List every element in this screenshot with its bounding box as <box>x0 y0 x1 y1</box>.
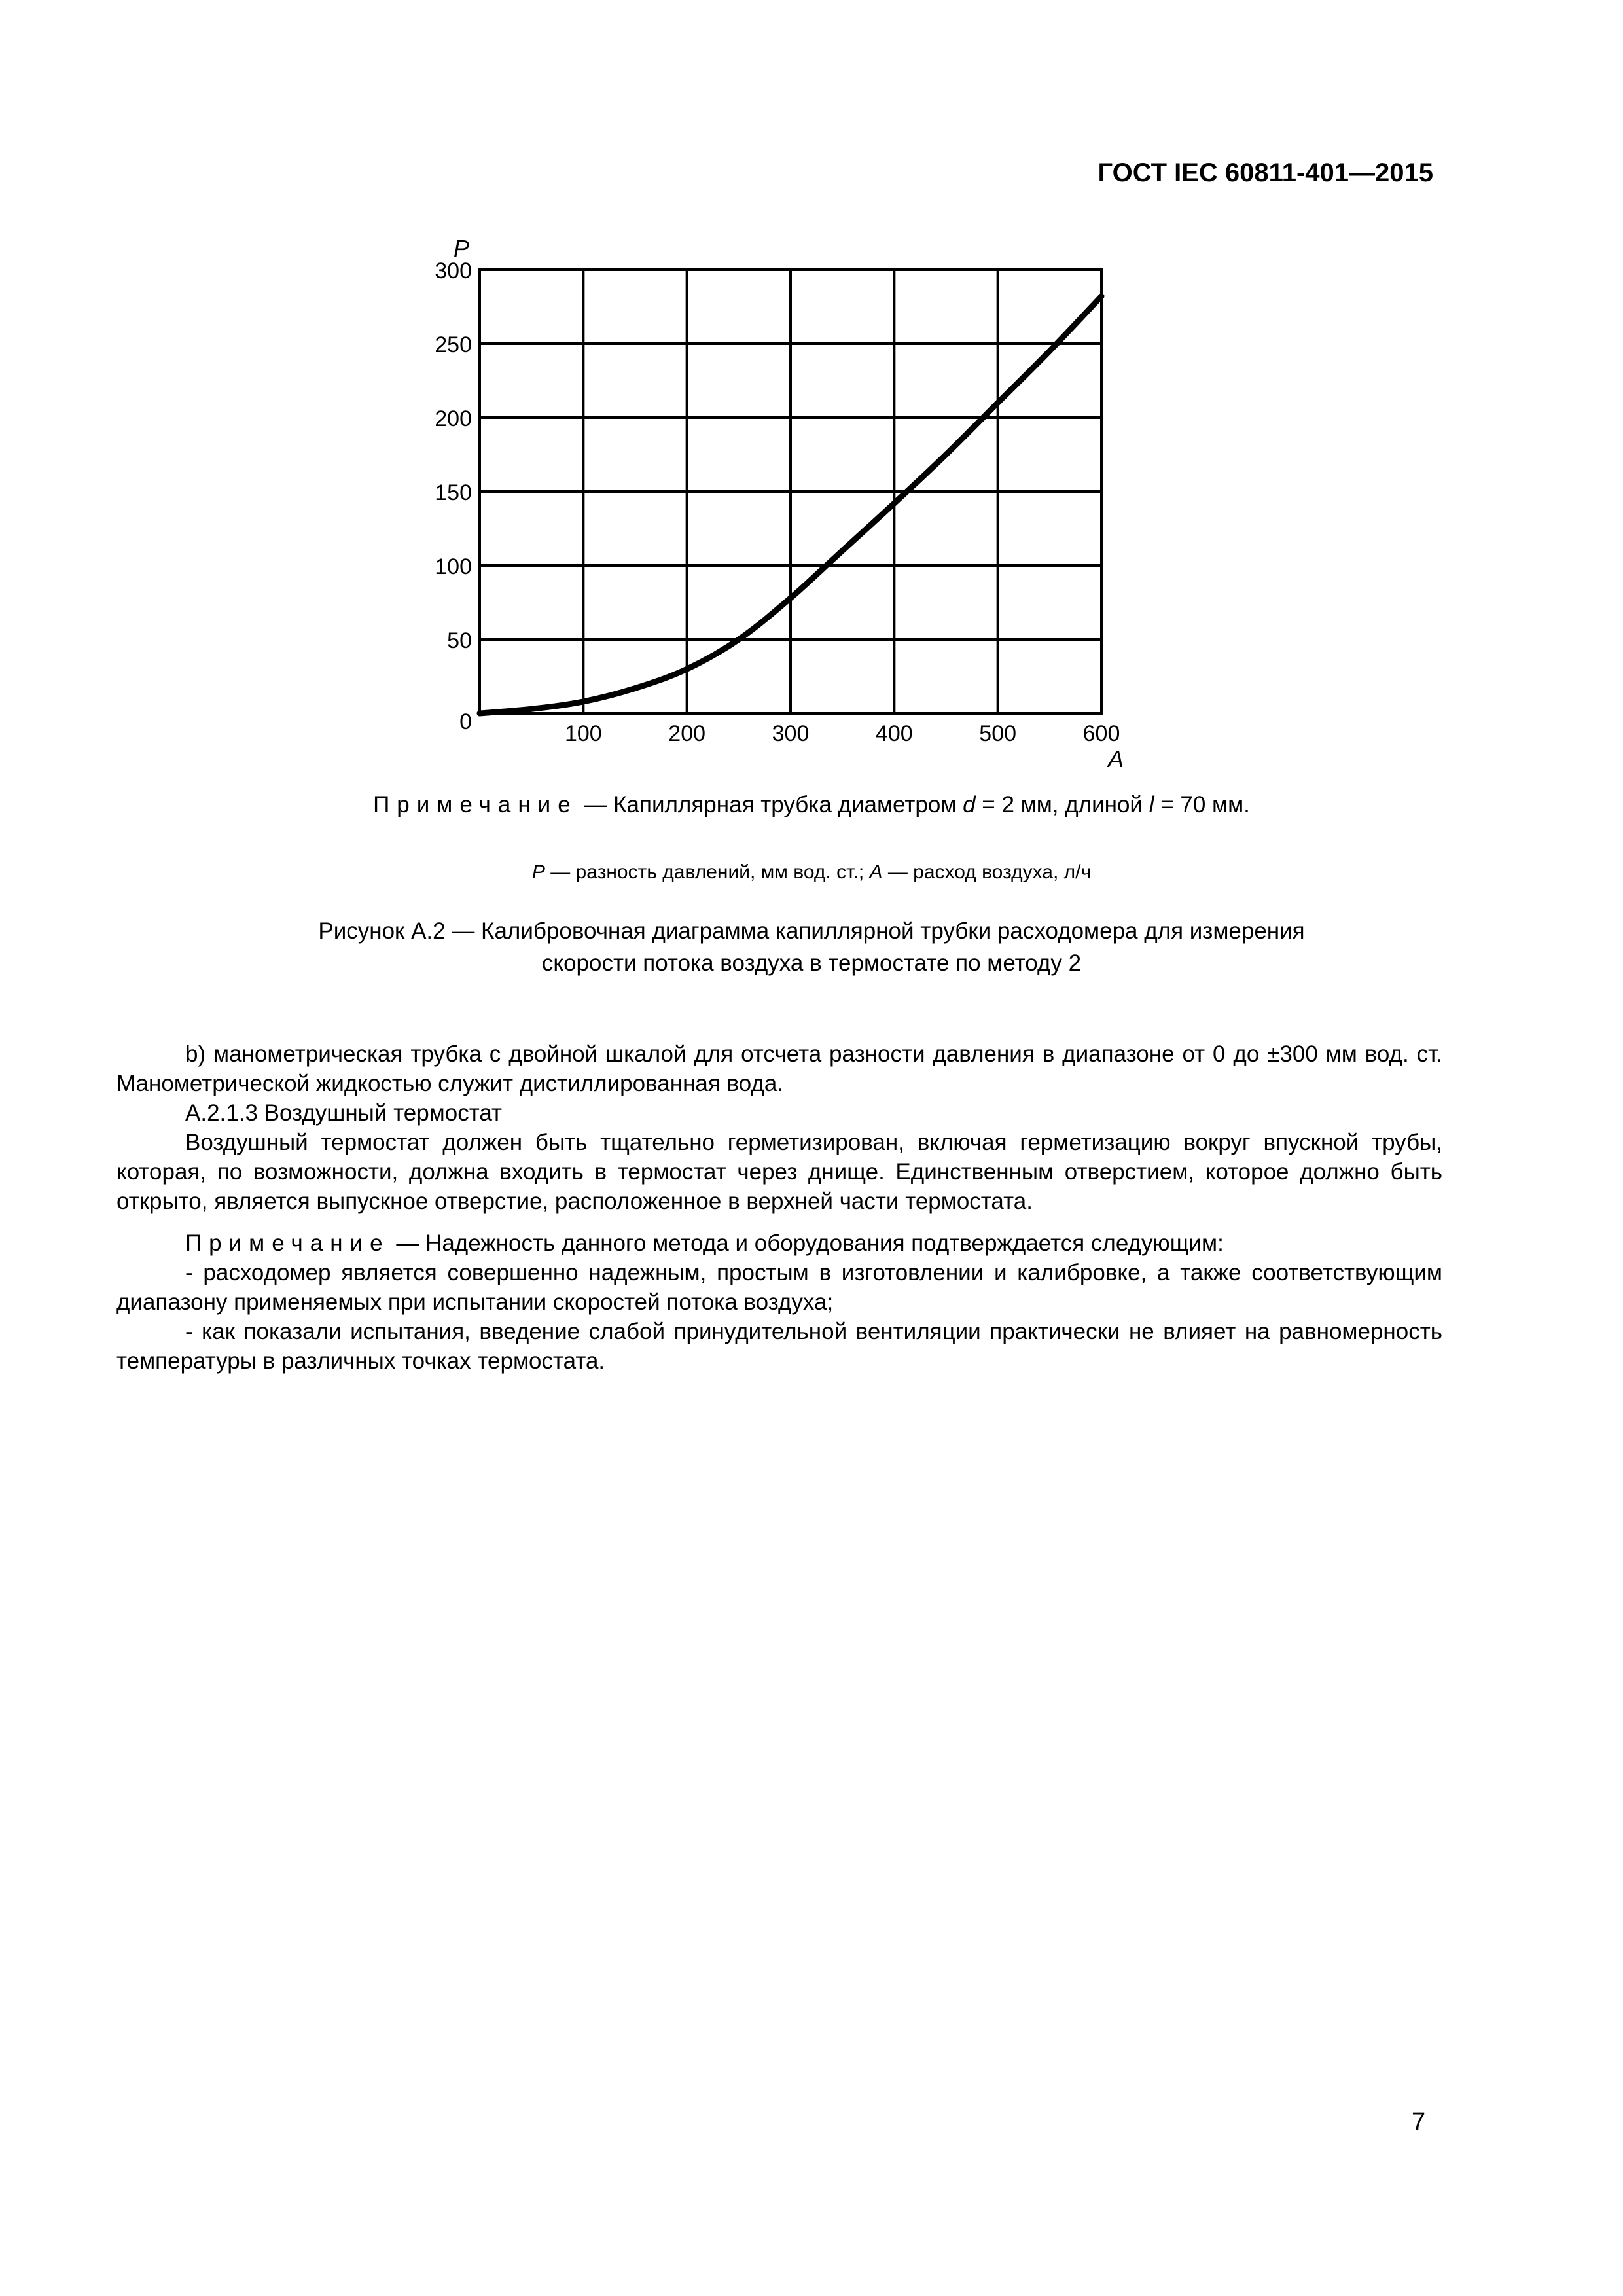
note-dash-text: — Капиллярная трубка диаметром <box>577 792 963 817</box>
note-mid-text: = 2 мм, длиной <box>975 792 1149 817</box>
x-tick-label-5: 500 <box>979 721 1017 746</box>
body-text <box>116 1039 1442 1376</box>
bullet-1: - расходомер является совершенно надежным, простым в изготовлении и калибровке, а также соответствующим диапазону применяемых при испытании скоростей потока воздуха; <box>116 1260 1442 1315</box>
note-2 <box>116 1229 1442 1258</box>
note-l-symbol: l <box>1149 792 1154 817</box>
x-tick-label-2: 200 <box>668 721 706 746</box>
figure-legend <box>0 861 1623 884</box>
legend-a-text: — расход воздуха, л/ч <box>882 861 1092 883</box>
section-title: А.2.1.3 Воздушный термостат <box>185 1100 503 1126</box>
bullet-2: - как показали испытания, введение слабой принудительной вентиляции практически не влияет на равномерность температуры в различных точках термостата. <box>116 1319 1442 1374</box>
figure-note <box>0 792 1623 818</box>
note-d-symbol: d <box>963 792 976 817</box>
legend-p-symbol: P <box>531 861 545 883</box>
x-tick-label-3: 300 <box>772 721 810 746</box>
y-tick-label-3: 150 <box>435 480 472 505</box>
note-end-text: = 70 мм. <box>1154 792 1250 817</box>
x-tick-label-6: 600 <box>1082 721 1120 746</box>
y-tick-label-4: 200 <box>435 406 472 431</box>
y-tick-label-5: 250 <box>435 332 472 357</box>
legend-a-symbol: A <box>869 861 883 883</box>
x-tick-label-1: 100 <box>564 721 602 746</box>
caption-line-2: скорости потока воздуха в термостате по методу 2 <box>541 950 1082 976</box>
paragraph-thermostat: Воздушный термостат должен быть тщательно герметизирован, включая герметизацию вокруг впускной трубы, которая, по возможности, должна входить в термостат через днище. Единственным отверстием, которое должно быть открыто, является выпускное отверстие, расположенное в верхней части термостата. <box>116 1130 1442 1214</box>
y-tick-label-6: 300 <box>435 259 472 283</box>
paragraph-b: b) манометрическая трубка с двойной шкалой для отсчета разности давления в диапазоне от 0 до ±300 мм вод. ст. Манометрической жидкостью служит дистиллированная вода. <box>116 1041 1442 1096</box>
caption-line-1: Рисунок А.2 — Калибровочная диаграмма капиллярной трубки расходомера для измерения <box>318 918 1305 944</box>
y-tick-label-2: 100 <box>435 554 472 579</box>
x-axis-label: A <box>1107 745 1124 772</box>
legend-p-text: — разность давлений, мм вод. ст.; <box>544 861 870 883</box>
y-axis-label: P <box>453 235 470 262</box>
page-number: 7 <box>1412 2108 1426 2136</box>
note-2-text: — Надежность данного метода и оборудования подтверждается следующим: <box>389 1230 1224 1256</box>
note-2-label: Примечание <box>185 1230 390 1256</box>
x-tick-label-4: 400 <box>875 721 913 746</box>
calibration-chart <box>0 0 1623 785</box>
note-label: Примечание <box>373 792 578 817</box>
figure-caption <box>0 915 1623 979</box>
y-tick-label-1: 50 <box>447 628 472 653</box>
y-tick-label-0: 0 <box>459 709 472 734</box>
document-code: ГОСТ IEC 60811-401—2015 <box>1097 158 1433 187</box>
